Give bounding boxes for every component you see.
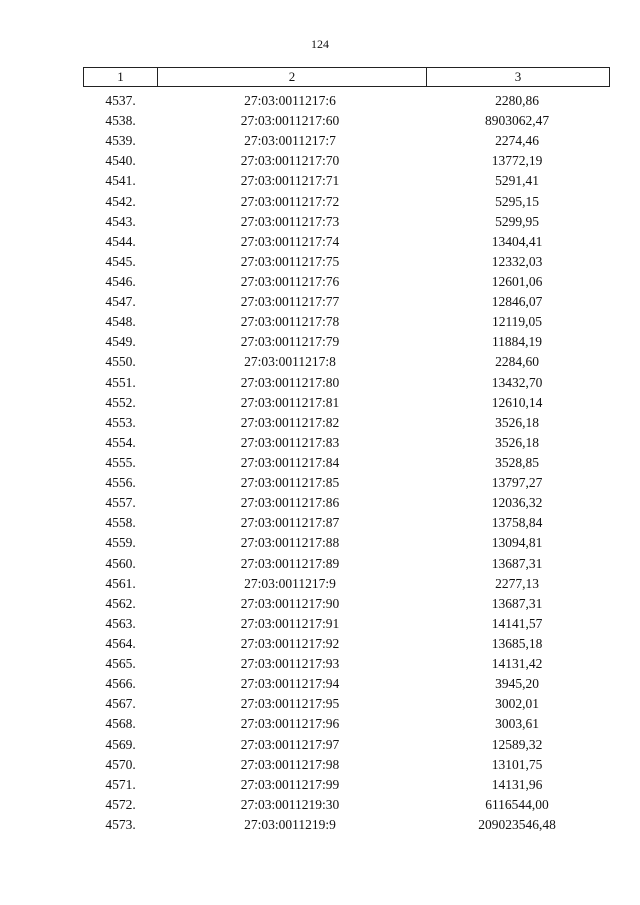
cadastral-value: 3526,18: [495, 434, 539, 450]
cadastral-number: 27:03:0011217:60: [240, 113, 340, 129]
row-number: 4573.: [105, 816, 136, 832]
cadastral-value: 12610,14: [491, 394, 543, 410]
row-number: 4549.: [105, 334, 136, 350]
row-number: 4538.: [105, 113, 136, 129]
row-number: 4539.: [105, 133, 136, 149]
table-row: [83, 755, 610, 775]
cadastral-number: 27:03:0011217:79: [240, 334, 340, 350]
cadastral-number: 27:03:0011217:7: [244, 133, 336, 149]
row-number: 4548.: [105, 314, 136, 330]
row-number: 4564.: [105, 635, 136, 651]
table-body: [83, 91, 610, 835]
row-number: 4571.: [105, 776, 136, 792]
table-row: [83, 795, 610, 815]
cadastral-number: 27:03:0011217:90: [240, 595, 340, 611]
row-number: 4554.: [105, 434, 136, 450]
row-number: 4556.: [105, 475, 136, 491]
row-number: 4546.: [105, 273, 136, 289]
page-number: 124: [311, 37, 329, 51]
row-number: 4563.: [105, 615, 136, 631]
table-row: [83, 453, 610, 473]
table-row: [83, 151, 610, 171]
row-number: 4542.: [105, 193, 136, 209]
cadastral-value: 209023546,48: [478, 816, 556, 832]
cadastral-number: 27:03:0011217:81: [240, 394, 340, 410]
table-row: [83, 171, 610, 191]
cadastral-number: 27:03:0011217:92: [240, 635, 340, 651]
cadastral-value: 13797,27: [491, 475, 543, 491]
row-number: 4537.: [105, 93, 136, 108]
cadastral-number: 27:03:0011217:76: [240, 273, 340, 289]
cadastral-number: 27:03:0011217:9: [244, 575, 336, 591]
table-row: [83, 775, 610, 795]
table-row: [83, 735, 610, 755]
cadastral-value: 5299,95: [495, 213, 539, 229]
cadastral-value: 8903062,47: [484, 113, 550, 129]
row-number: 4555.: [105, 454, 136, 470]
row-number: 4558.: [105, 515, 136, 531]
row-number: 4547.: [105, 294, 136, 310]
cadastral-number: 27:03:0011217:87: [240, 515, 340, 531]
row-number: 4552.: [105, 394, 136, 410]
cadastral-value: 2274,46: [495, 133, 539, 149]
row-number: 4565.: [105, 656, 136, 672]
table-row: [83, 634, 610, 654]
cadastral-number: 27:03:0011217:95: [240, 696, 340, 712]
table-row: [83, 312, 610, 332]
cadastral-number: 27:03:0011217:70: [240, 153, 340, 169]
table-row: [83, 433, 610, 453]
cadastral-value: 14131,96: [491, 776, 543, 792]
cadastral-value: 2277,13: [495, 575, 539, 591]
table-row: [83, 352, 610, 372]
row-number: 4570.: [105, 756, 136, 772]
cadastral-value: 5291,41: [495, 173, 539, 189]
cadastral-number: 27:03:0011217:86: [240, 495, 340, 511]
cadastral-number: 27:03:0011217:88: [240, 535, 340, 551]
table-row: [83, 232, 610, 252]
row-number: 4568.: [105, 716, 136, 732]
table-row: [83, 413, 610, 433]
table-row: [83, 332, 610, 352]
row-number: 4551.: [105, 374, 136, 390]
cadastral-value: 13404,41: [491, 233, 543, 249]
table-row: [83, 111, 610, 131]
table-row: [83, 714, 610, 734]
cadastral-value: 3528,85: [495, 454, 539, 470]
cadastral-value: 12332,03: [491, 253, 543, 269]
cadastral-number: 27:03:0011217:73: [240, 213, 340, 229]
row-number: 4540.: [105, 153, 136, 169]
table-row: [83, 574, 610, 594]
row-number: 4545.: [105, 253, 136, 269]
table-row: [83, 373, 610, 393]
cadastral-value: 5295,15: [495, 193, 539, 209]
header-col-3: 3: [514, 69, 522, 84]
cadastral-number: 27:03:0011219:9: [244, 816, 336, 832]
cadastral-number: 27:03:0011217:84: [240, 454, 340, 470]
row-number: 4544.: [105, 233, 136, 249]
cadastral-value: 13101,75: [491, 756, 543, 772]
cadastral-number: 27:03:0011217:8: [244, 354, 336, 370]
cadastral-value: 13687,31: [491, 595, 543, 611]
table-row: [83, 131, 610, 151]
cadastral-number: 27:03:0011217:83: [240, 434, 340, 450]
cadastral-number: 27:03:0011217:82: [240, 414, 340, 430]
row-number: 4541.: [105, 173, 136, 189]
table-row: [83, 212, 610, 232]
cadastral-number: 27:03:0011217:85: [240, 475, 340, 491]
cadastral-value: 12601,06: [491, 273, 543, 289]
row-number: 4550.: [105, 354, 136, 370]
cadastral-value: 12119,05: [491, 314, 543, 330]
cadastral-value: 12846,07: [491, 294, 543, 310]
row-number: 4566.: [105, 676, 136, 692]
cadastral-number: 27:03:0011217:78: [240, 314, 340, 330]
cadastral-number: 27:03:0011217:75: [240, 253, 340, 269]
table-row: [83, 674, 610, 694]
table-row: [83, 192, 610, 212]
cadastral-number: 27:03:0011217:77: [240, 294, 340, 310]
table-row: [83, 493, 610, 513]
cadastral-number: 27:03:0011217:98: [240, 756, 340, 772]
table-row: [83, 654, 610, 674]
cadastral-value: 13685,18: [491, 635, 543, 651]
table-row: [83, 272, 610, 292]
row-number: 4560.: [105, 555, 136, 571]
table-row: [83, 694, 610, 714]
cadastral-value: 13432,70: [491, 374, 543, 390]
header-col-2: 2: [158, 68, 427, 86]
cadastral-value: 11884,19: [491, 334, 543, 350]
row-number: 4569.: [105, 736, 136, 752]
cadastral-number: 27:03:0011217:99: [240, 776, 340, 792]
table-row: [83, 292, 610, 312]
header-col-1: 1: [84, 68, 158, 86]
cadastral-value: 3945,20: [495, 676, 539, 692]
cadastral-value: 13687,31: [491, 555, 543, 571]
row-number: 4567.: [105, 696, 136, 712]
cadastral-number: 27:03:0011217:89: [240, 555, 340, 571]
cadastral-value: 13758,84: [491, 515, 543, 531]
cadastral-value: 3003,61: [495, 716, 539, 732]
cadastral-value: 12589,32: [491, 736, 543, 752]
row-number: 4561.: [105, 575, 136, 591]
cadastral-number: 27:03:0011217:80: [240, 374, 340, 390]
cadastral-number: 27:03:0011219:30: [240, 796, 340, 812]
cadastral-number: 27:03:0011217:91: [240, 615, 340, 631]
row-number: 4572.: [105, 796, 136, 812]
cadastral-value: 2284,60: [495, 354, 539, 370]
cadastral-value: 13772,19: [491, 153, 543, 169]
table-row: [83, 614, 610, 634]
cadastral-number: 27:03:0011217:6: [244, 93, 336, 108]
cadastral-value: 3526,18: [495, 414, 539, 430]
cadastral-value: 3002,01: [495, 696, 539, 712]
table-row: [83, 473, 610, 493]
cadastral-number: 27:03:0011217:74: [240, 233, 340, 249]
table-row: [83, 533, 610, 553]
table-row: [83, 513, 610, 533]
cadastral-number: 27:03:0011217:94: [240, 676, 340, 692]
cadastral-number: 27:03:0011217:97: [240, 736, 340, 752]
table-row: [83, 393, 610, 413]
cadastral-number: 27:03:0011217:96: [240, 716, 340, 732]
table-row: [83, 91, 610, 111]
cadastral-value: 12036,32: [491, 495, 543, 511]
table-row: [83, 815, 610, 835]
table-row: [83, 554, 610, 574]
row-number: 4562.: [105, 595, 136, 611]
table-header: [83, 67, 610, 87]
cadastral-value: 14131,42: [491, 656, 543, 672]
cadastral-value: 2280,86: [495, 93, 539, 108]
cadastral-value: 13094,81: [491, 535, 543, 551]
cadastral-number: 27:03:0011217:93: [240, 656, 340, 672]
row-number: 4557.: [105, 495, 136, 511]
cadastral-value: 14141,57: [491, 615, 543, 631]
cadastral-number: 27:03:0011217:71: [240, 173, 340, 189]
table-row: [83, 594, 610, 614]
row-number: 4553.: [105, 414, 136, 430]
row-number: 4559.: [105, 535, 136, 551]
table-row: [83, 252, 610, 272]
row-number: 4543.: [105, 213, 136, 229]
cadastral-number: 27:03:0011217:72: [240, 193, 340, 209]
cadastral-value: 6116544,00: [485, 796, 549, 812]
